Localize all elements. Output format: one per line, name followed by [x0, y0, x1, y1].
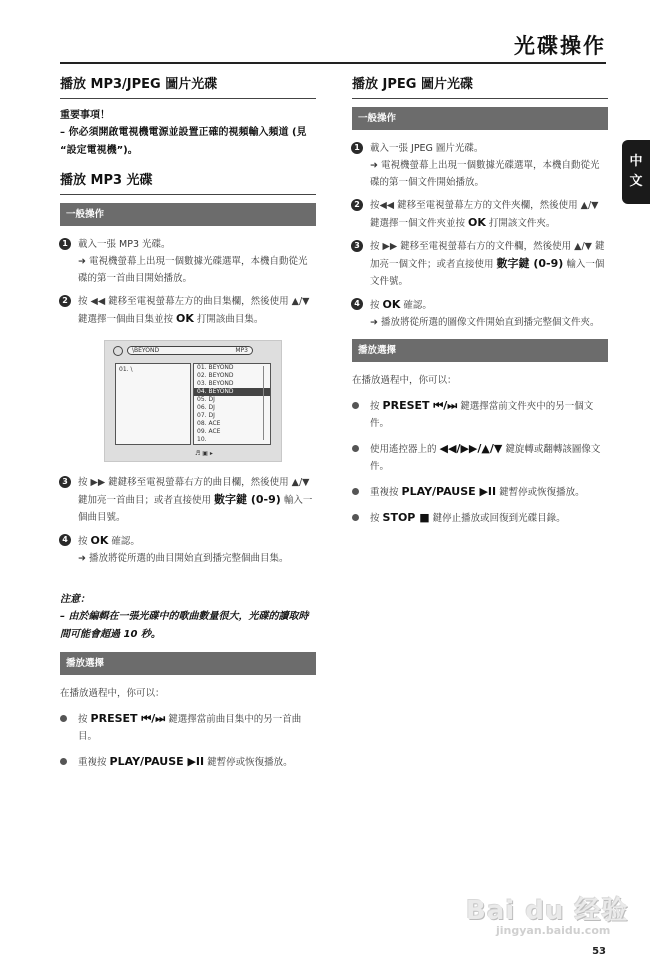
language-tab-char: 中 — [629, 154, 643, 169]
step-number-icon: 3 — [59, 476, 71, 488]
key-label: ◀◀/▶▶/▲/▼ — [439, 442, 503, 455]
watermark-logo: Bai du 经验 — [466, 896, 629, 926]
key-label: 數字鍵 (0-9) — [214, 493, 281, 506]
key-label: PRESET ⏮/⏭ — [90, 712, 166, 725]
bullet-icon — [352, 488, 359, 495]
bullet-icon — [60, 715, 67, 722]
menu-path: \BEYOND — [132, 347, 160, 354]
bullet-text: 鍵旋轉或翻轉該圖像文件。 — [370, 444, 601, 472]
step-text: 確認。 — [400, 300, 432, 311]
language-tab-char: 文 — [629, 174, 643, 189]
step-item — [60, 532, 316, 567]
bullet-item — [352, 397, 608, 432]
step-result: ➜ 播放將從所選的圖像文件開始直到播完整個文件夾。 — [370, 317, 600, 328]
key-label: OK — [176, 312, 194, 325]
menu-track-panel — [193, 363, 271, 445]
key-label: PLAY/PAUSE ▶II — [401, 485, 497, 498]
header-rule — [60, 62, 606, 64]
step-text: 按 — [78, 536, 91, 547]
step-text: 按 ◀◀ 鍵移至電視螢幕左方的曲目集欄，然後使用 ▲/▼ 鍵選擇一個曲目集並按 — [78, 296, 310, 325]
language-tab — [622, 140, 650, 204]
bullet-item — [352, 440, 608, 475]
bullet-item — [60, 710, 316, 745]
track-item: 08. ACE — [197, 420, 221, 427]
band-play-selection: 播放選擇 — [60, 652, 316, 675]
important-text: – 你必須開啟電視機電源並設置正確的視頻輸入頻道 (見 “設定電視機”)。 — [60, 127, 307, 156]
bullet-icon — [352, 514, 359, 521]
step-item — [60, 474, 316, 526]
note-text: – 由於編輯在一張光碟中的歌曲數量很大，光碟的讀取時間可能會超過 10 秒。 — [60, 611, 309, 640]
bullet-text: 按 — [78, 714, 91, 725]
step-text: 打開該文件夾。 — [485, 218, 556, 229]
step-item — [352, 296, 608, 331]
step-number-icon: 3 — [351, 240, 363, 252]
left-column — [60, 70, 316, 779]
right-column — [352, 70, 608, 535]
section-title-jpeg: 播放 JPEG 圖片光碟 — [352, 70, 608, 99]
track-item: 10. — [197, 436, 207, 443]
step-number-icon: 1 — [59, 238, 71, 250]
track-item: 03. BEYOND — [197, 380, 234, 387]
menu-folder-panel — [115, 363, 191, 445]
bullet-text: 鍵暫停或恢復播放。 — [204, 757, 293, 768]
band-play-selection: 播放選擇 — [352, 339, 608, 362]
track-item: 05. DJ — [197, 396, 215, 403]
bullet-item — [352, 483, 608, 501]
step-text: 載入一張 JPEG 圖片光碟。 — [370, 143, 484, 154]
track-item: 07. DJ — [197, 412, 215, 419]
track-item: 02. BEYOND — [197, 372, 234, 379]
tv-menu-screenshot — [104, 340, 282, 462]
step-number-icon: 2 — [59, 295, 71, 307]
bullet-icon — [60, 758, 67, 765]
key-label: PRESET ⏮/⏭ — [382, 399, 458, 412]
step-item — [352, 197, 608, 232]
key-label: STOP ■ — [382, 511, 430, 524]
track-item-selected: 04. BEYOND — [194, 388, 270, 396]
bullet-item — [60, 753, 316, 771]
band-general-operation: 一般操作 — [60, 203, 316, 226]
step-item — [60, 236, 316, 287]
step-result: ➜ 播放將從所選的曲目開始直到播完整個曲目集。 — [78, 553, 289, 564]
section-title-mp3: 播放 MP3 光碟 — [60, 166, 316, 195]
bullet-text: 鍵選擇當前曲目集中的另一首曲目。 — [78, 714, 302, 742]
step-text: 按◀◀ 鍵移至電視螢幕左方的文件夾欄，然後使用 ▲/▼ 鍵選擇一個文件夾並按 — [370, 200, 599, 229]
bullet-text: 重複按 — [78, 757, 110, 768]
key-label: PLAY/PAUSE ▶II — [109, 755, 205, 768]
step-result: ➜ 電視機螢幕上出現一個數據光碟選單，本機自動從光碟的第一首曲目開始播放。 — [78, 256, 308, 284]
page-title: 光碟操作 — [514, 34, 606, 58]
bullet-text: 按 — [370, 513, 383, 524]
step-text: 按 ▶▶ 鍵鍵移至電視螢幕右方的曲目欄，然後使用 ▲/▼ 鍵加亮一首曲目；或者直接使用 — [78, 477, 310, 506]
bullet-text: 重複按 — [370, 487, 402, 498]
track-item: 06. DJ — [197, 404, 215, 411]
bullet-text: 鍵停止播放或回復到光碟目錄。 — [429, 513, 566, 524]
folder-item: 01. \ — [119, 366, 133, 373]
key-label: 數字鍵 (0-9) — [496, 257, 564, 270]
step-text: 按 ▶▶ 鍵移至電視螢幕右方的文件欄，然後使用 ▲/▼ 鍵加亮一個文件；或者直接使用 — [370, 241, 605, 270]
step-text: 打開該曲目集。 — [193, 314, 264, 325]
key-label: OK — [90, 534, 109, 547]
step-text: 確認。 — [108, 536, 140, 547]
key-label: OK — [382, 298, 401, 311]
menu-mode: MP3 — [235, 347, 248, 354]
track-item: 09. ACE — [197, 428, 221, 435]
disc-icon — [113, 346, 123, 356]
bullet-text: 使用遙控器上的 — [370, 444, 440, 455]
during-play-text: 在播放過程中，你可以： — [60, 688, 165, 699]
key-label: OK — [468, 216, 486, 229]
step-text: 輸入一個曲目號。 — [78, 495, 313, 523]
note-title: 注意： — [60, 594, 90, 605]
step-number-icon: 1 — [351, 142, 363, 154]
menu-path-bar — [127, 346, 253, 355]
page-number: 53 — [592, 946, 606, 957]
step-text: 按 — [370, 300, 383, 311]
section-title-mp3-jpeg: 播放 MP3/JPEG 圖片光碟 — [60, 70, 316, 99]
track-item: 01. BEYOND — [197, 364, 234, 371]
step-number-icon: 4 — [351, 298, 363, 310]
bullet-icon — [352, 402, 359, 409]
menu-footer-icons: ♬ ▣ ▸ — [195, 450, 213, 457]
step-number-icon: 4 — [59, 534, 71, 546]
bullet-text: 按 — [370, 401, 383, 412]
band-general-operation: 一般操作 — [352, 107, 608, 130]
step-result: ➜ 電視機螢幕上出現一個數據光碟選單，本機自動從光碟的第一個文件開始播放。 — [370, 160, 600, 188]
bullet-item — [352, 509, 608, 527]
during-play-text: 在播放過程中，你可以： — [352, 375, 457, 386]
step-text: 輸入一個文件號。 — [370, 259, 605, 287]
bullet-text: 鍵選擇當前文件夾中的另一個文件。 — [370, 401, 594, 429]
watermark-url: jingyan.baidu.com — [496, 924, 611, 937]
menu-scrollbar — [263, 366, 268, 440]
bullet-text: 鍵暫停或恢復播放。 — [496, 487, 585, 498]
important-title: 重要事項！ — [60, 110, 110, 121]
step-item — [60, 293, 316, 328]
step-item — [352, 140, 608, 191]
step-text: 載入一張 MP3 光碟。 — [78, 239, 171, 250]
step-number-icon: 2 — [351, 199, 363, 211]
bullet-icon — [352, 445, 359, 452]
step-item — [352, 238, 608, 290]
